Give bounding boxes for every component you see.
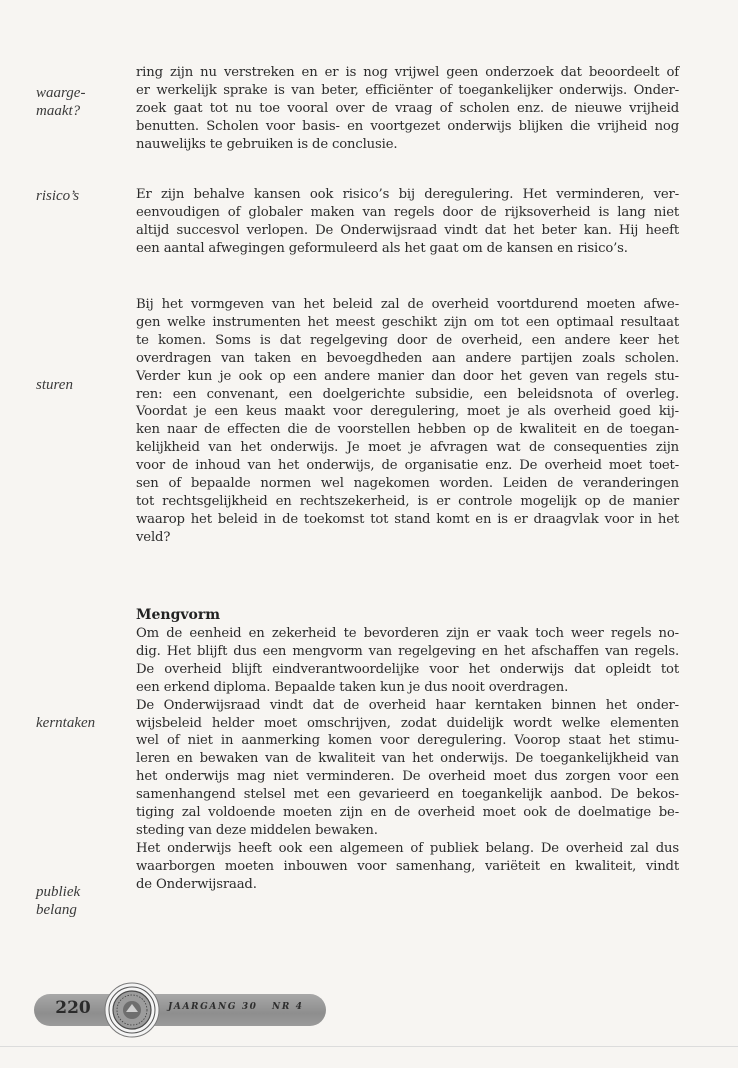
text-line: leren en bewaken van de kwaliteit van het onderwijs. De toegankelijkheid van bbox=[136, 751, 679, 767]
text-line: zoek gaat tot nu toe vooral over de vraag of scholen enz. de nieuwe vrijheid bbox=[136, 100, 679, 116]
text-line: sen of bepaalde normen wel nagekomen worden. Leiden de veranderingen bbox=[136, 476, 679, 492]
text-line: altijd succesvol verlopen. De Onderwijsraad vindt dat het beter kan. Hij heeft bbox=[136, 222, 679, 238]
text-line: tot rechtsgelijkheid en rechtszekerheid, is er controle mogelijk op de manier bbox=[136, 493, 679, 509]
text-line: overdragen van taken en bevoegdheden aan andere partijen zoals scholen. bbox=[136, 350, 679, 366]
text-line: waarborgen moeten inbouwen voor samenhang, variëteit en kwaliteit, vindt bbox=[136, 858, 679, 874]
text-line: Voordat je een keus maakt voor deregulering, moet je als overheid goed kij- bbox=[136, 404, 679, 420]
paragraph-2 bbox=[136, 186, 679, 258]
text-line: gen welke instrumenten het meest geschikt zijn om tot een optimaal resultaat bbox=[136, 314, 679, 330]
margin-note-publiek-belang bbox=[36, 883, 128, 919]
text-line: eenvoudigen of globaler maken van regels door de rijksoverheid is lang niet bbox=[136, 204, 679, 220]
seal-icon bbox=[104, 982, 160, 1038]
margin-note-line: waarge- bbox=[36, 85, 86, 101]
footer-issue-number: NR 4 bbox=[272, 1002, 304, 1012]
text-line: een aantal afwegingen geformuleerd als het gaat om de kansen en risico’s. bbox=[136, 240, 628, 256]
text-line: De overheid blijft eindverantwoordelijke voor het onderwijs dat opleidt tot bbox=[136, 661, 679, 677]
text-line: de Onderwijsraad. bbox=[136, 876, 257, 892]
margin-note-kerntaken: kerntaken bbox=[36, 715, 96, 731]
text-line: ken naar de effecten die de voorstellen hebben op de kwaliteit en de toegan- bbox=[136, 422, 679, 438]
section-heading-mengvorm: Mengvorm bbox=[136, 607, 221, 623]
text-line: wel of niet in aanmerking komen voor deregulering. Voorop staat het stimu- bbox=[136, 733, 679, 749]
text-line: het onderwijs mag niet verminderen. De overheid moet dus zorgen voor een bbox=[136, 769, 679, 785]
text-line: wijsbeleid helder moet omschrijven, zodat duidelijk wordt welke elementen bbox=[136, 715, 679, 731]
margin-note-waargemaakt bbox=[36, 84, 128, 120]
text-line: Bij het vormgeven van het beleid zal de overheid voortdurend moeten afwe- bbox=[136, 297, 679, 312]
text-line: er werkelijk sprake is van beter, efficiënter of toegankelijker onderwijs. Onder- bbox=[136, 82, 679, 98]
text-line: Verder kun je ook op een andere manier dan door het geven van regels stu- bbox=[136, 368, 679, 384]
text-line: De Onderwijsraad vindt dat de overheid haar kerntaken binnen het onder- bbox=[136, 697, 679, 713]
margin-note-sturen: sturen bbox=[36, 377, 73, 393]
text-line: veld? bbox=[136, 529, 171, 545]
text-line: Het onderwijs heeft ook een algemeen of publiek belang. De overheid zal dus bbox=[136, 840, 679, 856]
text-line: steding van deze middelen bewaken. bbox=[136, 822, 378, 838]
text-line: te komen. Soms is dat regelgeving door de overheid, een andere keer het bbox=[136, 332, 679, 348]
text-line: dig. Het blijft dus een mengvorm van regelgeving en het afschaffen van regels. bbox=[136, 643, 679, 659]
text-line: Om de eenheid en zekerheid te bevorderen zijn er vaak toch weer regels no- bbox=[136, 626, 679, 641]
page-number: 220 bbox=[55, 998, 91, 1018]
text-line: nauwelijks te gebruiken is de conclusie. bbox=[136, 136, 398, 152]
text-line: ring zijn nu verstreken en er is nog vrijwel geen onderzoek dat beoordeelt of bbox=[136, 65, 679, 80]
paragraph-3 bbox=[136, 296, 679, 547]
text-line: Er zijn behalve kansen ook risico’s bij deregulering. Het verminderen, ver- bbox=[136, 187, 679, 202]
text-line: voor de inhoud van het onderwijs, de organisatie enz. De overheid moet toet- bbox=[136, 458, 679, 474]
margin-note-line: publiek bbox=[36, 884, 81, 900]
page-footer bbox=[34, 982, 334, 1038]
text-line: een erkend diploma. Bepaalde taken kun je dus nooit overdragen. bbox=[136, 679, 569, 695]
text-line: ren: een convenant, een doelgerichte subsidie, een beleidsnota of overleg. bbox=[136, 386, 679, 402]
text-line: waarop het beleid in de toekomst tot stand komt en is er draagvlak voor in het bbox=[136, 511, 679, 527]
paragraph-4 bbox=[136, 625, 679, 894]
text-line: kelijkheid van het onderwijs. Je moet je afvragen wat de consequenties zijn bbox=[136, 440, 679, 456]
footer-jaargang: JAARGANG 30 bbox=[168, 1002, 258, 1012]
paragraph-1 bbox=[136, 64, 679, 154]
text-line: benutten. Scholen voor basis- en voortgezet onderwijs blijken die vrijheid nog bbox=[136, 118, 679, 134]
bottom-rule bbox=[0, 1046, 738, 1047]
margin-note-risicos: risico’s bbox=[36, 188, 80, 204]
text-line: samenhangend stelsel met een gevarieerd en toegankelijk aanbod. De bekos- bbox=[136, 787, 679, 803]
margin-note-line: maakt? bbox=[36, 103, 81, 119]
text-line: tiging zal voldoende moeten zijn en de overheid moet ook de doelmatige be- bbox=[136, 805, 679, 821]
margin-note-line: belang bbox=[36, 902, 77, 918]
